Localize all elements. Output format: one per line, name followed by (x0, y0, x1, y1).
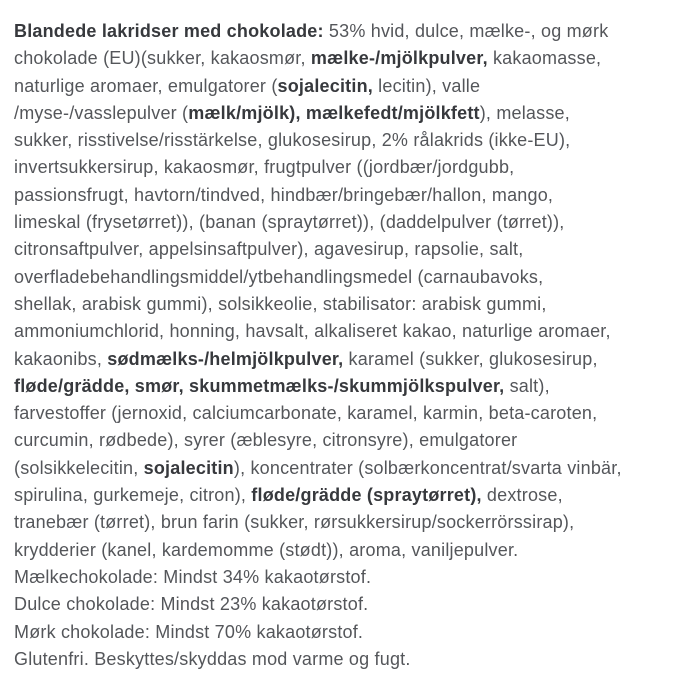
text-line (14, 182, 694, 209)
text-line (14, 373, 694, 400)
text-segment: spirulina, gurkemeje, citron), (14, 485, 252, 506)
text-segment: shellak, arabisk gummi), solsikkeolie, stabilisator: arabisk gummi, (14, 293, 547, 314)
text-line (14, 318, 694, 345)
bold-text-segment: fløde/grädde (spraytørret), (251, 485, 482, 506)
text-segment: 53% hvid, dulce, mælke-, og mørk (323, 21, 609, 41)
text-segment: kakaonibs, (14, 348, 108, 369)
text-segment: /myse-/vasslepulver ( (14, 102, 189, 123)
text-line (14, 264, 694, 291)
text-segment: farvestoffer (jernoxid, calciumcarbonate, karamel, karmin, beta-caroten, (14, 403, 598, 424)
text-segment: lecitin), valle (372, 75, 481, 96)
bold-text-segment: mælk/mjölk), mælkefedt/mjölkfett (188, 102, 480, 123)
text-segment: sukker, risstivelse/risstärkelse, glukosesirup, 2% rålakrids (ikke-EU), (14, 130, 571, 151)
text-line (14, 100, 694, 127)
text-segment: kakaomasse, (487, 48, 602, 69)
text-segment: (solsikkelecitin, (14, 457, 144, 478)
text-line (14, 236, 694, 263)
text-line (14, 291, 694, 318)
text-line (14, 346, 694, 373)
text-line (14, 73, 694, 100)
text-line (14, 646, 694, 673)
text-line (14, 564, 694, 591)
text-segment: dextrose, (481, 485, 563, 506)
text-segment: naturlige aromaer, emulgatorer ( (14, 75, 278, 96)
text-segment: limeskal (frysetørret)), (banan (spraytørret)), (daddelpulver (tørret)), (14, 212, 565, 233)
text-line (14, 509, 694, 536)
text-segment: karamel (sukker, glukosesirup, (343, 348, 598, 369)
text-line (14, 209, 694, 236)
text-line (14, 45, 694, 72)
text-segment: citronsaftpulver, appelsinsaftpulver), agavesirup, rapsolie, salt, (14, 239, 524, 260)
text-line (14, 591, 694, 618)
text-line (14, 154, 694, 181)
text-segment: krydderier (kanel, kardemomme (stødt)), aroma, vaniljepulver. (14, 539, 519, 560)
text-segment: overfladebehandlingsmiddel/ytbehandlingsmedel (carnaubavoks, (14, 266, 544, 287)
bold-text-segment: Blandede lakridser med chokolade: (14, 21, 324, 41)
text-segment: invertsukkersirup, kakaosmør, frugtpulver ((jordbær/jordgubb, (14, 157, 515, 178)
text-segment: Mælkechokolade: Mindst 34% kakaotørstof. (14, 566, 372, 587)
text-segment: Mørk chokolade: Mindst 70% kakaotørstof. (14, 621, 364, 642)
text-line (14, 482, 694, 509)
text-segment: ), koncentrater (solbærkoncentrat/svarta vinbär, (233, 457, 622, 478)
bold-text-segment: sojalecitin (143, 457, 234, 478)
text-segment: Glutenfri. Beskyttes/skyddas mod varme og fugt. (14, 648, 411, 669)
text-segment: Dulce chokolade: Mindst 23% kakaotørstof. (14, 594, 369, 615)
text-segment: curcumin, rødbede), syrer (æblesyre, citronsyre), emulgatorer (14, 430, 518, 451)
text-segment: tranebær (tørret), brun farin (sukker, rørsukkersirup/sockerrörssirap), (14, 512, 575, 533)
text-line (14, 427, 694, 454)
text-segment: chokolade (EU)(sukker, kakaosmør, (14, 48, 311, 69)
text-segment: passionsfrugt, havtorn/tindved, hindbær/bringebær/hallon, mango, (14, 184, 554, 205)
text-segment: salt), (504, 375, 550, 396)
bold-text-segment: fløde/grädde, smør, skummetmælks-/skummjölkspulver, (14, 375, 505, 396)
text-line (14, 537, 694, 564)
bold-text-segment: sojalecitin, (277, 75, 373, 96)
text-line (14, 619, 694, 646)
text-segment: ammoniumchlorid, honning, havsalt, alkaliseret kakao, naturlige aromaer, (14, 321, 611, 342)
text-line (14, 400, 694, 427)
text-line (14, 18, 694, 45)
bold-text-segment: sødmælks-/helmjölkpulver, (107, 348, 344, 369)
bold-text-segment: mælke-/mjölkpulver, (310, 48, 488, 69)
text-line (14, 127, 694, 154)
text-line (14, 455, 694, 482)
text-segment: ), melasse, (479, 102, 570, 123)
